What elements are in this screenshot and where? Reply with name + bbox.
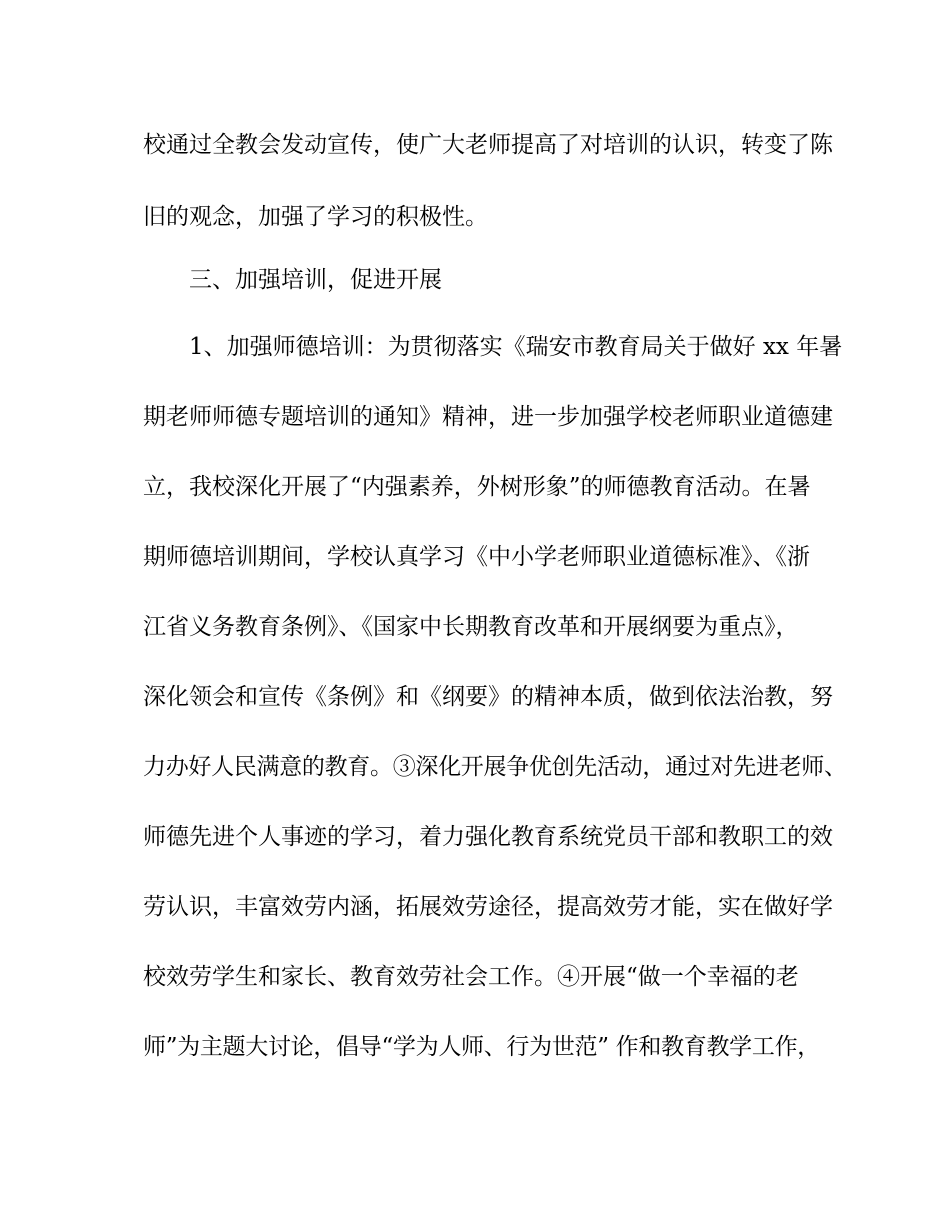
paragraph-line: 校通过全教会发动宣传，使广大老师提高了对培训的认识，转变了陈 (143, 132, 833, 158)
paragraph-line: 力办好人民满意的教育。③深化开展争优创先活动，通过对先进老师、 (143, 754, 847, 780)
paragraph-line: 校效劳学生和家长、教育效劳社会工作。④开展“做一个幸福的老 (143, 964, 799, 990)
paragraph-line: 期老师师德专题培训的通知》精神，进一步加强学校老师职业道德建 (143, 404, 833, 430)
section-heading: 三、加强培训，促进开展 (189, 267, 442, 293)
paragraph-line: 立，我校深化开展了“内强素养，外树形象”的师德教育活动。在暑 (143, 474, 811, 500)
paragraph-line: 期师德培训期间，学校认真学习《中小学老师职业道德标准》、《浙 (143, 544, 810, 570)
paragraph-line: 师德先进个人事迹的学习，着力强化教育系统党员干部和教职工的效 (143, 824, 833, 850)
paragraph-line: 江省义务教育条例》、《国家中长期教育改革和开展纲要为重点》， (143, 614, 799, 640)
paragraph-line: 1、加强师德培训：为贯彻落实《瑞安市教育局关于做好 xx 年暑 (189, 334, 843, 360)
paragraph-line: 旧的观念，加强了学习的积极性。 (143, 204, 488, 230)
paragraph-line: 深化领会和宣传《条例》和《纲要》的精神本质，做到依法治教，努 (143, 684, 833, 710)
paragraph-line: 师”为主题大讨论，倡导“学为人师、行为世范” 作和教育教学工作， (143, 1034, 820, 1060)
paragraph-line: 劳认识，丰富效劳内涵，拓展效劳途径，提高效劳才能，实在做好学 (143, 894, 833, 920)
